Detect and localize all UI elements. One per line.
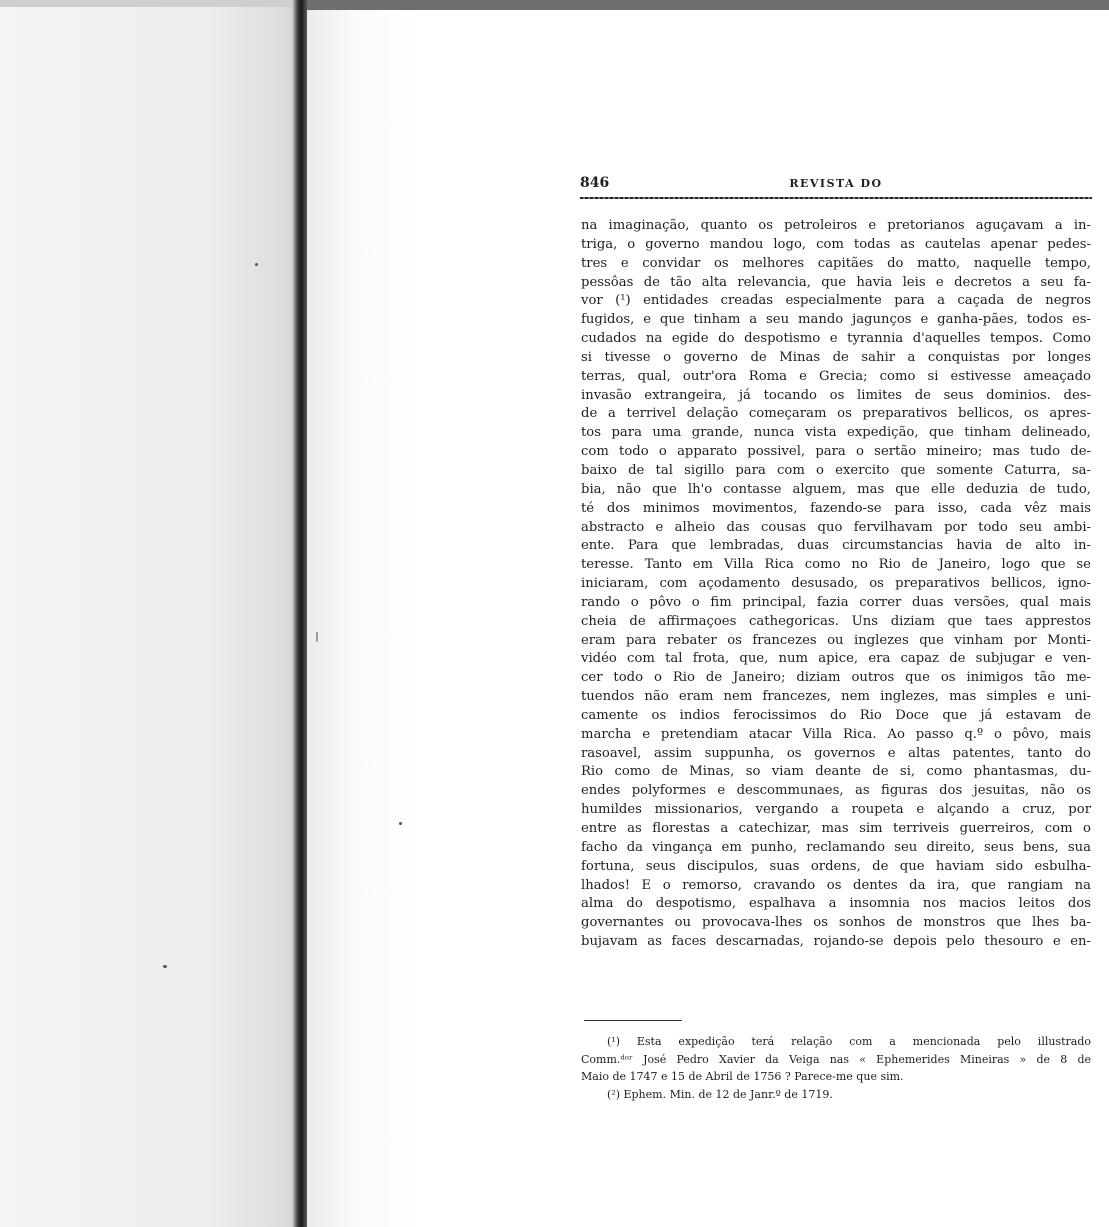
body-line: humildes missionarios, vergando a roupeta e alçando a cruz, por (581, 802, 1091, 818)
footnote-line: (²) Ephem. Min. de 12 de Janr.º de 1719. (607, 1087, 833, 1101)
body-line: lhados! E o remorso, cravando os dentes da ira, que rangiam na (581, 877, 1091, 893)
scan-speck (316, 632, 318, 642)
body-line: terras, qual, outr'ora Roma e Grecia; como si estivesse ameaçado (581, 368, 1091, 384)
body-line: si tivesse o governo de Minas de sahir a conquistas por longes (581, 349, 1091, 365)
body-line: facho da vingança em punho, reclamando seu direito, seus bens, sua (581, 839, 1091, 855)
body-line: eram para rebater os francezes ou inglezes que vinham por Monti- (581, 632, 1091, 648)
body-line: fortuna, seus discipulos, suas ordens, de que haviam sido esbulha- (581, 858, 1091, 874)
body-line: iniciaram, com açodamento desusado, os preparativos bellicos, igno- (581, 576, 1091, 592)
body-line: bia, não que lh'o contasse alguem, mas que elle deduzia de tudo, (581, 481, 1091, 497)
body-line: cer todo o Rio de Janeiro; diziam outros que os inimigos tão me- (581, 670, 1091, 686)
body-line: rando o pôvo o fim principal, fazia correr duas versões, qual mais (581, 594, 1091, 610)
body-line: teresse. Tanto em Villa Rica como no Rio de Janeiro, logo que se (581, 557, 1091, 573)
scan-speck (163, 965, 167, 968)
body-line: governantes ou provocava-lhes os sonhos de monstros que lhes ba- (581, 915, 1091, 931)
body-line: rasoavel, assim suppunha, os governos e altas patentes, tanto do (581, 745, 1091, 761)
scan-speck (399, 822, 402, 825)
body-line: endes polyformes e descommunaes, as figuras dos jesuitas, não os (581, 783, 1091, 799)
body-line: alma do despotismo, espalhava a insomnia nos macios leitos dos (581, 896, 1091, 912)
footnote-line: Maio de 1747 e 15 de Abril de 1756 ? Parece-me que sim. (581, 1070, 904, 1083)
body-line: tos para uma grande, nunca vista expedição, que tinham delineado, (581, 425, 1091, 441)
scan-edge-top-left (0, 0, 300, 7)
body-line: abstracto e alheio das cousas quo fervilhavam por todo seu ambi- (581, 519, 1091, 535)
scan-speck (255, 263, 258, 266)
body-line: cudados na egide do despotismo e tyrannia d'aquelles tempos. Como (581, 331, 1091, 347)
body-line: té dos minimos movimentos, fazendo-se para isso, cada vêz mais (581, 500, 1091, 516)
facing-page-blank (0, 0, 300, 1227)
body-line: marcha e pretendiam atacar Villa Rica. Ao passo q.º o pôvo, mais (581, 726, 1091, 742)
body-line: vidéo com tal frota, que, num apice, era capaz de subjugar e ven- (581, 651, 1091, 667)
scan-edge-top (300, 0, 1109, 10)
book-gutter (293, 0, 307, 1227)
body-line: baixo de tal sigillo para com o exercito que somente Caturra, sa- (581, 462, 1091, 478)
body-line: com todo o apparato possivel, para o sertão mineiro; mas tudo de- (581, 444, 1091, 460)
footnote-rule (584, 1020, 682, 1021)
body-line: camente os indios ferocissimos do Rio Doce que já estavam de (581, 707, 1091, 723)
body-line: Rio como de Minas, so viam deante de si, como phantasmas, du- (581, 764, 1091, 780)
page-number: 846 (580, 175, 610, 191)
body-line: triga, o governo mandou logo, com todas as cautelas apenar pedes- (581, 236, 1091, 252)
body-text (581, 217, 1091, 952)
body-line: na imaginação, quanto os petroleiros e pretorianos aguçavam a in- (581, 218, 1091, 233)
body-line: bujavam as faces descarnadas, rojando-se depois pelo thesouro e en- (581, 934, 1091, 950)
body-line: invasão extrangeira, já tocando os limites de seus dominios. des- (581, 387, 1091, 403)
footnote-line: Comm.ᵈᵒʳ José Pedro Xavier da Veiga nas « Ephemerides Mineiras » de 8 de (581, 1052, 1091, 1066)
header-rule (580, 197, 1092, 199)
body-line: ente. Para que lembradas, duas circumstancias havia de alto in- (581, 538, 1091, 554)
body-line: tres e convidar os melhores capitães do matto, naquelle tempo, (581, 255, 1091, 271)
body-line: de a terrivel delação começaram os preparativos bellicos, os apres- (581, 406, 1091, 422)
page-header (580, 175, 1092, 193)
body-line: cheia de affirmaçoes cathegoricas. Uns diziam que taes apprestos (581, 613, 1091, 629)
body-line: entre as florestas a catechizar, mas sim terriveis guerreiros, com o (581, 821, 1091, 836)
body-line: tuendos não eram nem francezes, nem inglezes, mas simples e uni- (581, 689, 1091, 705)
footnotes (581, 1033, 1091, 1103)
running-head: REVISTA DO (789, 177, 883, 190)
footnote-line: (¹) Esta expedição terá relação com a mencionada pelo illustrado (607, 1035, 1091, 1048)
body-line: vor (¹) entidades creadas especialmente para a caçada de negros (581, 293, 1091, 309)
body-line: pessôas de tão alta relevancia, que havia leis e decretos a seu fa- (581, 274, 1091, 290)
body-line: fugidos, e que tinham a seu mando jagunços e ganha-pães, todos es- (581, 312, 1091, 328)
